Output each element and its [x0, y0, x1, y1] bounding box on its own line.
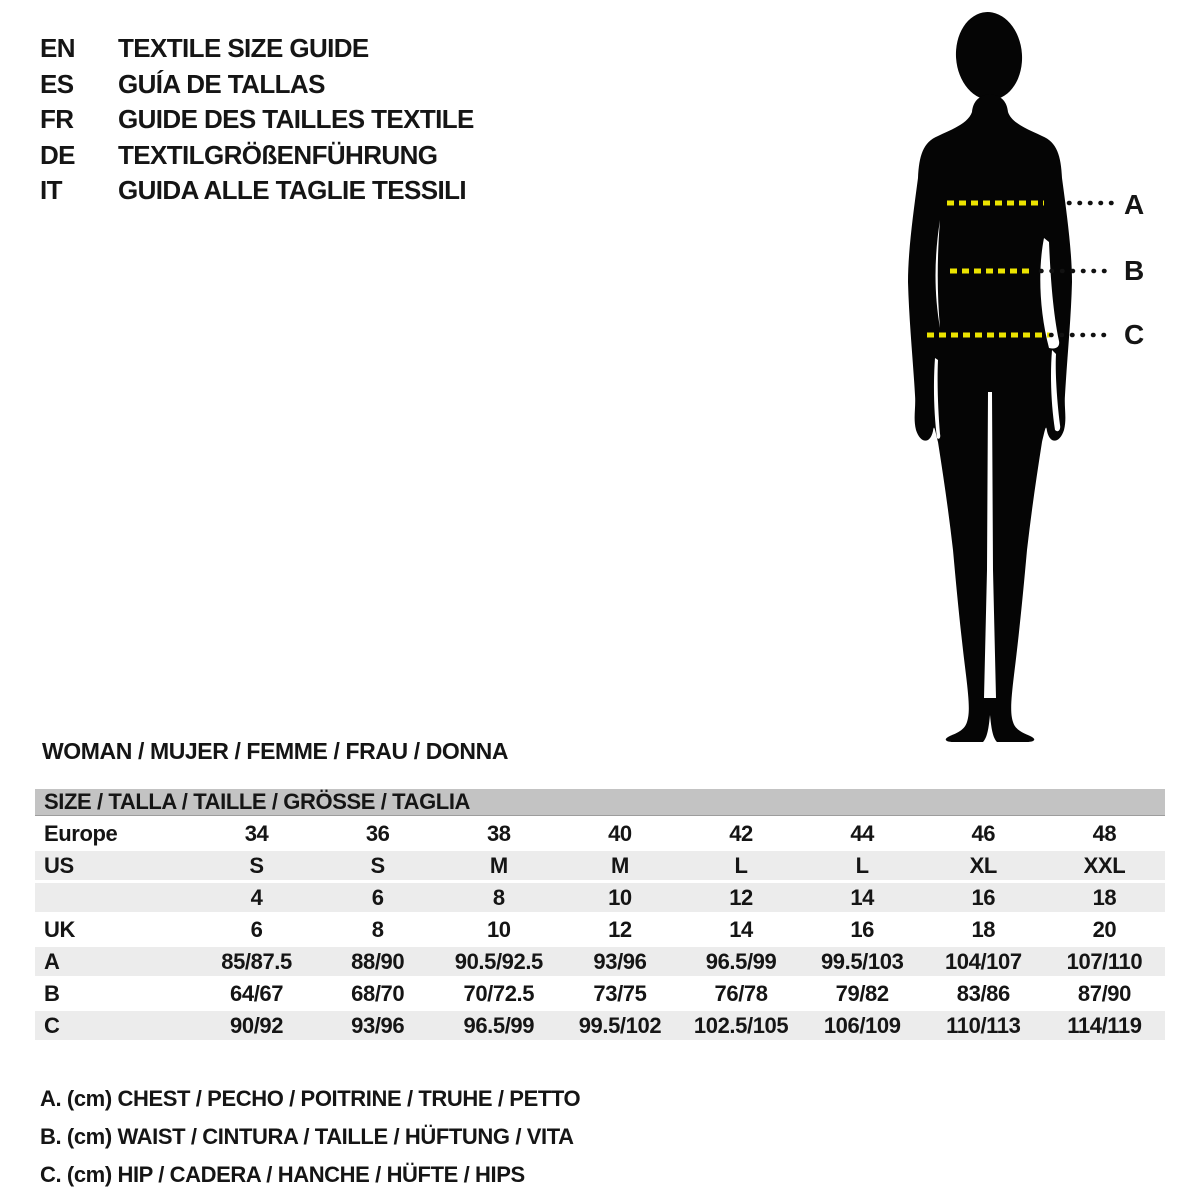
silhouette-head	[953, 10, 1025, 102]
size-cell: 99.5/103	[802, 947, 923, 976]
size-cell: 96.5/99	[681, 947, 802, 976]
size-table-header: SIZE / TALLA / TAILLE / GRÖSSE / TAGLIA	[35, 789, 1165, 816]
size-cell: 88/90	[317, 947, 438, 976]
size-cell: 102.5/105	[681, 1011, 802, 1040]
size-cell: 6	[317, 883, 438, 912]
size-cell: 36	[365, 820, 390, 846]
size-cell: S	[196, 851, 317, 880]
size-cell: 73/75	[593, 980, 647, 1006]
table-row	[35, 915, 1165, 944]
size-cell: XXL	[1044, 851, 1165, 880]
size-cell: 93/96	[317, 1011, 438, 1040]
marker-label-chest: A	[1124, 189, 1145, 220]
size-cell: 12	[608, 916, 632, 942]
size-cell: L	[681, 851, 802, 880]
section-title: WOMAN / MUJER / FEMME / FRAU / DONNA	[42, 738, 509, 764]
size-cell: 12	[681, 883, 802, 912]
language-row	[40, 67, 474, 103]
size-cell: L	[802, 851, 923, 880]
table-row	[35, 883, 1165, 912]
size-cell: 4	[196, 883, 317, 912]
legend-line: B. (cm) WAIST / CINTURA / TAILLE / HÜFTUNG / VITA	[40, 1124, 574, 1149]
size-cell: 96.5/99	[438, 1011, 559, 1040]
size-cell: 87/90	[1077, 980, 1131, 1006]
size-cell: 46	[971, 820, 996, 846]
size-cell: 8	[438, 883, 559, 912]
size-cell: 14	[802, 883, 923, 912]
size-cell: 99.5/102	[559, 1011, 680, 1040]
size-cell: 70/72.5	[463, 980, 535, 1006]
size-cell: 85/87.5	[196, 947, 317, 976]
size-cell: 20	[1092, 916, 1117, 942]
size-cell: 16	[923, 883, 1044, 912]
size-cell: M	[438, 851, 559, 880]
size-table	[35, 789, 1165, 1043]
table-row	[35, 947, 1165, 976]
marker-label-hip: C	[1124, 319, 1145, 350]
size-cell: 10	[559, 883, 680, 912]
size-table-grid	[35, 816, 1165, 1043]
language-row	[40, 138, 474, 174]
legend-line: C. (cm) HIP / CADERA / HANCHE / HÜFTE / HIPS	[40, 1162, 525, 1187]
size-cell: 104/107	[923, 947, 1044, 976]
size-cell: 64/67	[230, 980, 284, 1006]
row-label	[35, 883, 196, 912]
marker-label-waist: B	[1124, 255, 1145, 286]
size-cell: 90.5/92.5	[438, 947, 559, 976]
size-cell: 83/86	[956, 980, 1010, 1006]
language-row	[40, 173, 474, 209]
language-row	[40, 31, 474, 67]
language-label: GUÍA DE TALLAS	[118, 68, 325, 99]
size-cell: 106/109	[802, 1011, 923, 1040]
size-cell: 79/82	[835, 980, 889, 1006]
measurement-legend	[40, 1080, 580, 1194]
size-cell: 44	[850, 820, 875, 846]
size-cell: 110/113	[923, 1011, 1044, 1040]
size-cell: 40	[608, 820, 632, 846]
row-label: A	[35, 947, 196, 976]
table-row	[35, 819, 1165, 848]
row-label: UK	[44, 916, 75, 942]
woman-silhouette	[893, 10, 1118, 745]
size-cell: 18	[971, 916, 996, 942]
size-cell: 48	[1092, 820, 1117, 846]
table-row	[35, 979, 1165, 1008]
language-row	[40, 102, 474, 138]
size-cell: 10	[486, 916, 511, 942]
language-code: DE	[40, 139, 75, 170]
size-cell: 6	[250, 916, 263, 942]
language-label: GUIDE DES TAILLES TEXTILE	[118, 104, 474, 135]
size-cell: 18	[1044, 883, 1165, 912]
row-label: US	[35, 851, 196, 880]
size-cell: 76/78	[714, 980, 768, 1006]
size-cell: 93/96	[559, 947, 680, 976]
language-code: ES	[40, 68, 74, 99]
size-cell: 107/110	[1044, 947, 1165, 976]
table-row	[35, 1011, 1165, 1040]
size-cell: 90/92	[196, 1011, 317, 1040]
size-cell: 8	[371, 916, 384, 942]
legend-line: A. (cm) CHEST / PECHO / POITRINE / TRUHE / PETTO	[40, 1086, 581, 1111]
language-label: GUIDA ALLE TAGLIE TESSILI	[118, 175, 467, 206]
size-table-body	[35, 819, 1165, 1040]
language-code: FR	[40, 104, 74, 135]
row-label: C	[35, 1011, 196, 1040]
language-code: IT	[40, 175, 62, 206]
table-row	[35, 851, 1165, 880]
size-cell: 114/119	[1044, 1011, 1165, 1040]
size-cell: XL	[923, 851, 1044, 880]
size-cell: 16	[850, 916, 875, 942]
language-list	[40, 31, 474, 209]
size-cell: 38	[486, 820, 511, 846]
language-label: TEXTILE SIZE GUIDE	[118, 33, 369, 64]
size-cell: 42	[729, 820, 753, 846]
row-label: Europe	[44, 820, 118, 846]
size-cell: S	[317, 851, 438, 880]
size-cell: M	[559, 851, 680, 880]
size-cell: 68/70	[351, 980, 405, 1006]
size-cell: 34	[244, 820, 269, 846]
language-code: EN	[40, 33, 75, 64]
row-label: B	[44, 980, 60, 1006]
size-cell: 14	[729, 916, 753, 942]
language-label: TEXTILGRÖßENFÜHRUNG	[118, 139, 438, 170]
